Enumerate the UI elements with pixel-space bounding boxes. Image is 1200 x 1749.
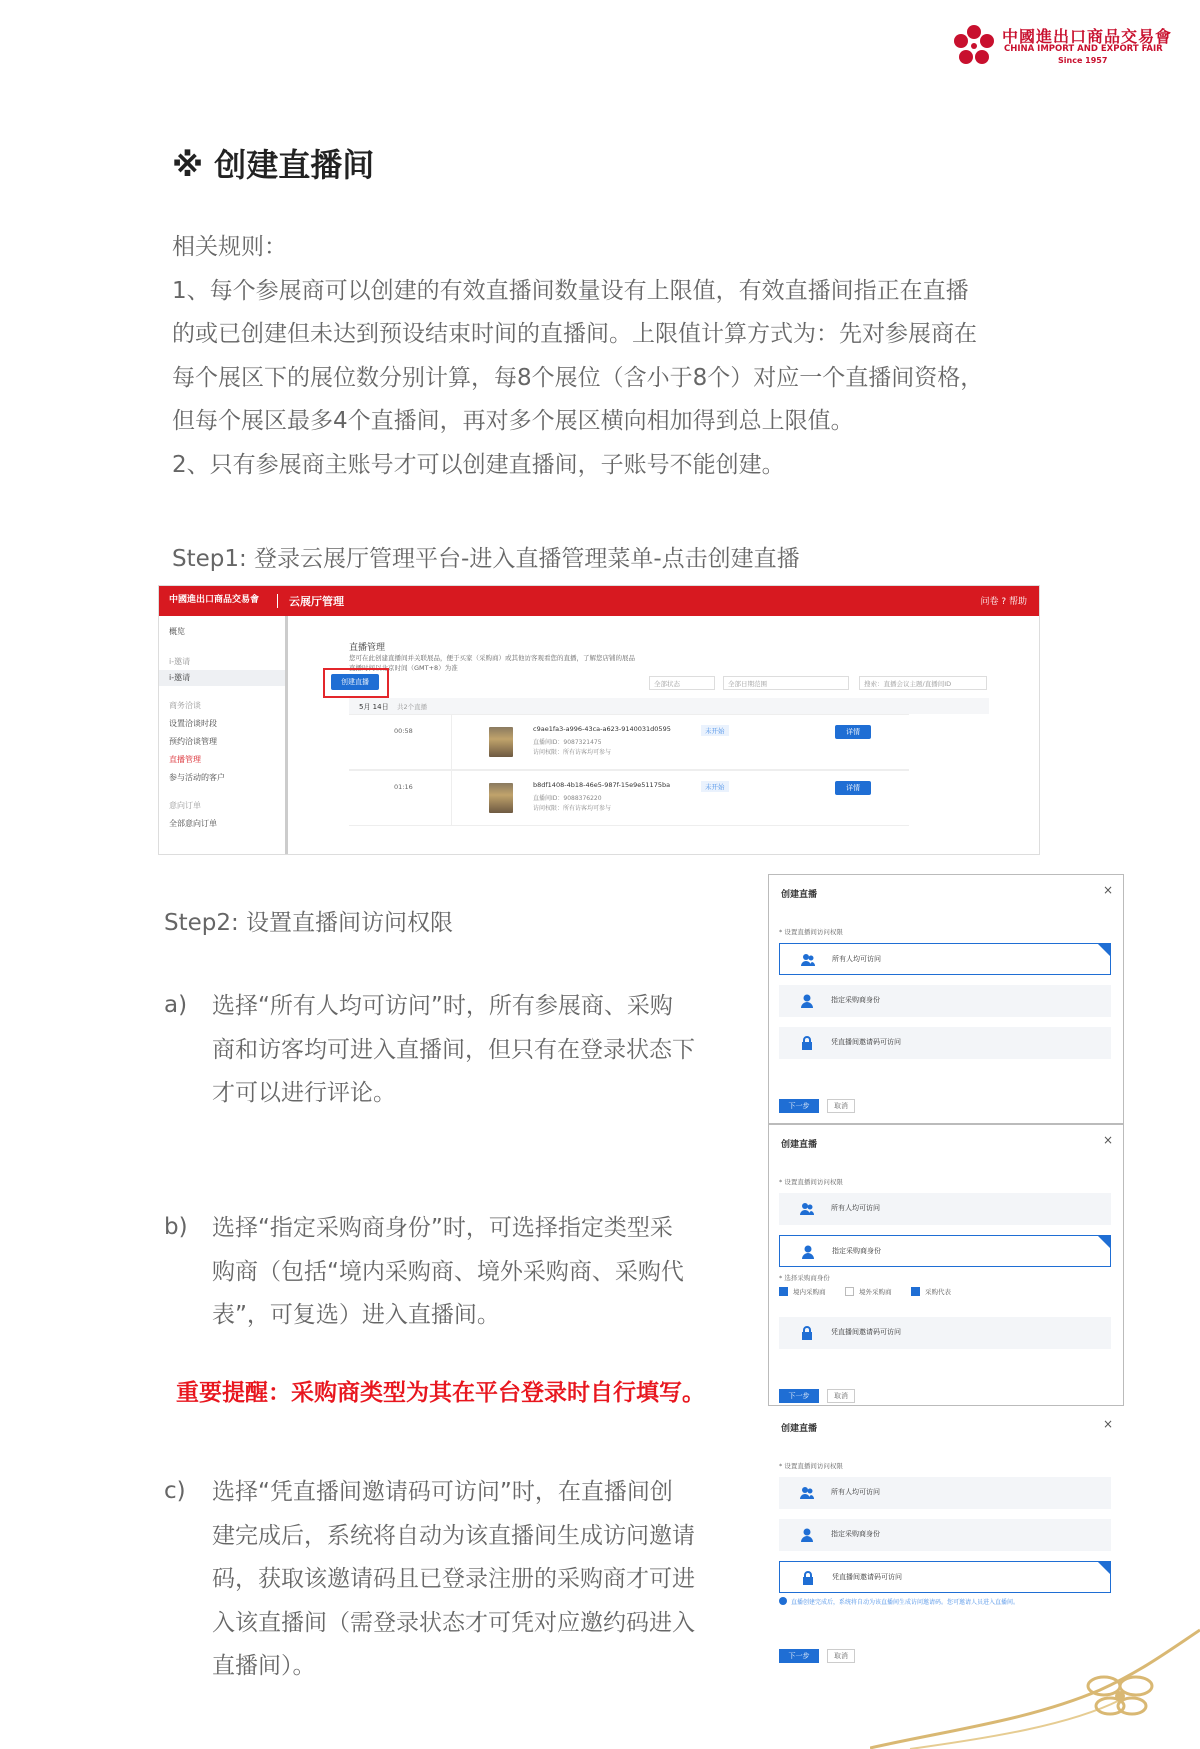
sidebar-item-overview[interactable]: 概览 [169, 627, 185, 636]
item-b-label: b) [164, 1214, 188, 1240]
page-title: ※ 创建直播间 [172, 146, 375, 184]
dialog-title: 创建直播 [781, 890, 818, 900]
option-label: 指定采购商身份 [832, 1247, 881, 1255]
sidebar-item-time[interactable]: 设置洽谈时段 [169, 719, 217, 728]
rules-line: 的或已创建但未达到预设结束时间的直播间。上限值计算方式为：先对参展商在 [172, 321, 977, 347]
item-line: 码，获取该邀请码且已登录注册的采购商才可进 [212, 1566, 695, 1592]
selected-corner-icon [1098, 944, 1110, 956]
buyer-type-label: * 选择采购商身份 [779, 1274, 830, 1282]
checkbox-overseas[interactable] [845, 1287, 854, 1296]
row-time: 01:16 [394, 783, 413, 791]
selected-corner-icon [1098, 1562, 1110, 1574]
sidebar-group-orders: 意向订单 [169, 801, 201, 810]
row-divider [451, 715, 452, 769]
rules-heading: 相关规则： [172, 234, 287, 260]
create-live-button[interactable]: 创建直播 [331, 674, 379, 690]
users-icon [799, 1201, 815, 1217]
step1-heading: Step1: 登录云展厅管理平台-进入直播管理菜单-点击创建直播 [172, 546, 800, 572]
row-live-id[interactable]: c9ae1fa3-a996-43ca-a623-9140031d0595 [533, 725, 671, 733]
selected-corner-icon [1098, 1236, 1110, 1248]
date-count: 共2个直播 [397, 703, 428, 711]
sidebar [159, 616, 288, 854]
option-label: 所有人均可访问 [831, 1488, 880, 1496]
checkbox-label: 采购代表 [925, 1288, 951, 1296]
live-thumbnail [489, 783, 513, 813]
rules-line: 1、每个参展商可以创建的有效直播间数量设有上限值，有效直播间指正在直播 [172, 278, 969, 304]
option-buyer-identity[interactable] [779, 985, 1111, 1017]
important-reminder: 重要提醒：采购商类型为其在平台登录时自行填写。 [176, 1380, 705, 1406]
rules-line: 但每个展区最多4个直播间，再对多个展区横向相加得到总上限值。 [172, 408, 854, 434]
close-icon[interactable]: × [1102, 883, 1113, 897]
divider [277, 594, 278, 608]
top-right-links[interactable]: 问卷 ? 帮助 [980, 597, 1027, 607]
checkbox-domestic[interactable] [779, 1287, 788, 1296]
option-all-access[interactable] [779, 943, 1111, 975]
sidebar-item-clients[interactable]: 参与活动的客户 [169, 773, 225, 782]
table-row [349, 714, 909, 770]
dialog-title: 创建直播 [781, 1424, 818, 1434]
checkbox-agent[interactable] [911, 1287, 920, 1296]
sidebar-item-live[interactable]: 直播管理 [169, 755, 201, 764]
user-icon [799, 993, 815, 1009]
checkbox-label: 境外采购商 [859, 1288, 892, 1296]
next-button[interactable]: 下一步 [779, 1099, 819, 1113]
logo-since-text: Since 1957 [1058, 56, 1108, 65]
step2-heading: Step2: 设置直播间访问权限 [164, 910, 454, 936]
item-line: 购商（包括“境内采购商、境外采购商、采购代 [212, 1258, 684, 1285]
permission-label: * 设置直播间访问权限 [779, 1462, 843, 1470]
date-filter[interactable]: 全部日期范围 [723, 676, 849, 690]
item-line: 表”，可复选）进入直播间。 [212, 1302, 500, 1328]
table-row [349, 770, 909, 826]
canton-fair-logo [950, 22, 1173, 72]
live-thumbnail [489, 727, 513, 757]
close-icon[interactable]: × [1102, 1133, 1113, 1147]
section-desc: 您可在此创建直播间并关联展品，便于买家（采购商）或其他访客观看您的直播，了解您店铺的展品 [349, 654, 635, 662]
item-line: 选择“凭直播间邀请码可访问”时，在直播间创 [212, 1479, 673, 1505]
checkbox-label: 境内采购商 [793, 1288, 826, 1296]
flower-logo-icon [950, 22, 998, 70]
item-line: 选择“指定采购商身份”时，可选择指定类型采 [212, 1215, 673, 1241]
cancel-button[interactable]: 取消 [827, 1389, 855, 1403]
details-button[interactable]: 详情 [835, 781, 871, 795]
gold-ribbon-icon [870, 1620, 1200, 1749]
sidebar-item-invite[interactable]: i-邀请 [159, 670, 285, 686]
option-all-access[interactable] [779, 1477, 1111, 1509]
info-icon [779, 1597, 787, 1605]
item-a-label: a) [164, 992, 188, 1018]
status-badge: 未开始 [701, 725, 729, 736]
item-b-text [212, 1207, 722, 1338]
close-icon[interactable]: × [1102, 1417, 1113, 1431]
row-room-id: 直播间ID：9088376220 [533, 795, 602, 802]
next-button[interactable]: 下一步 [779, 1389, 819, 1403]
lock-icon [799, 1325, 815, 1341]
row-access: 访问权限：所有访客均可参与 [533, 749, 612, 756]
rules-line: 每个展区下的展位数分别计算，每8个展位（含小于8个）对应一个直播间资格， [172, 365, 984, 391]
sidebar-group-invite: i-邀请 [169, 657, 191, 666]
section-desc: 直播时间以北京时间（GMT+8）为准 [349, 664, 458, 672]
row-divider [451, 771, 452, 825]
row-live-id[interactable]: b8df1408-4b18-46e5-987f-15e9e51175ba [533, 781, 671, 789]
item-c-text [212, 1471, 722, 1689]
logo-chinese-text: 中國進出口商品交易會 [1002, 27, 1173, 46]
date-header: 5月 14日 [359, 703, 389, 711]
item-line: 建完成后，系统将自动为该直播间生成访问邀请 [212, 1522, 695, 1549]
option-label: 所有人均可访问 [832, 955, 881, 963]
user-icon [800, 1244, 816, 1260]
option-invite-code[interactable] [779, 1027, 1111, 1059]
users-icon [800, 952, 816, 968]
row-access: 访问权限：所有访客均可参与 [533, 805, 612, 812]
section-heading: 直播管理 [349, 643, 386, 653]
option-label: 凭直播间邀请码可访问 [831, 1038, 901, 1046]
lock-icon [799, 1035, 815, 1051]
permission-label: * 设置直播间访问权限 [779, 928, 843, 936]
option-invite-code[interactable] [779, 1317, 1111, 1349]
item-line: 直播间）。 [212, 1653, 316, 1679]
status-badge: 未开始 [701, 781, 729, 792]
app-title: 云展厅管理 [289, 595, 344, 608]
option-invite-code[interactable] [779, 1561, 1111, 1593]
create-live-dialog-b [768, 1124, 1124, 1406]
row-time: 00:58 [394, 727, 413, 735]
dialog-title: 创建直播 [781, 1140, 818, 1150]
lock-icon [800, 1570, 816, 1586]
date-header-bar [349, 698, 989, 714]
item-line: 选择“所有人均可访问”时，所有参展商、采购 [212, 993, 673, 1019]
brand-logo: 中國進出口商品交易會 [169, 595, 260, 605]
details-button[interactable]: 详情 [835, 725, 871, 739]
admin-screenshot [158, 585, 1040, 855]
option-label: 凭直播间邀请码可访问 [832, 1573, 902, 1581]
user-icon [799, 1527, 815, 1543]
logo-english-text: CHINA IMPORT AND EXPORT FAIR [1004, 44, 1163, 54]
sidebar-item-orders[interactable]: 全部意向订单 [169, 819, 217, 828]
rules-line: 2、只有参展商主账号才可以创建直播间，子账号不能创建。 [172, 452, 785, 478]
option-label: 指定采购商身份 [831, 996, 880, 1004]
status-filter[interactable]: 全部状态 [649, 676, 715, 690]
search-input[interactable]: 搜索：直播会议主题/直播间ID [859, 676, 987, 690]
item-c-label: c) [164, 1478, 186, 1504]
item-line: 入该直播间（需登录状态才可凭对应邀约码进入 [212, 1609, 695, 1636]
row-room-id: 直播间ID：9087321475 [533, 739, 602, 746]
option-all-access[interactable] [779, 1193, 1111, 1225]
option-label: 所有人均可访问 [831, 1204, 880, 1212]
item-line: 才可以进行评论。 [212, 1080, 396, 1106]
cancel-button[interactable]: 取消 [827, 1649, 855, 1663]
top-bar [159, 586, 1039, 616]
cancel-button[interactable]: 取消 [827, 1099, 855, 1113]
create-live-dialog-a [768, 874, 1124, 1124]
option-buyer-identity[interactable] [779, 1235, 1111, 1267]
item-a-text [212, 985, 722, 1116]
invite-code-note: 直播创建完成后，系统将自动为该直播间生成访问邀请码。您可邀请人员进入直播间。 [791, 1599, 1020, 1606]
option-buyer-identity[interactable] [779, 1519, 1111, 1551]
item-line: 商和访客均可进入直播间，但只有在登录状态下 [212, 1036, 695, 1063]
option-label: 指定采购商身份 [831, 1530, 880, 1538]
option-label: 凭直播间邀请码可访问 [831, 1328, 901, 1336]
next-button[interactable]: 下一步 [779, 1649, 819, 1663]
users-icon [799, 1485, 815, 1501]
sidebar-group-biz: 商务洽谈 [169, 701, 201, 710]
permission-label: * 设置直播间访问权限 [779, 1178, 843, 1186]
sidebar-item-appt[interactable]: 预约洽谈管理 [169, 737, 217, 746]
